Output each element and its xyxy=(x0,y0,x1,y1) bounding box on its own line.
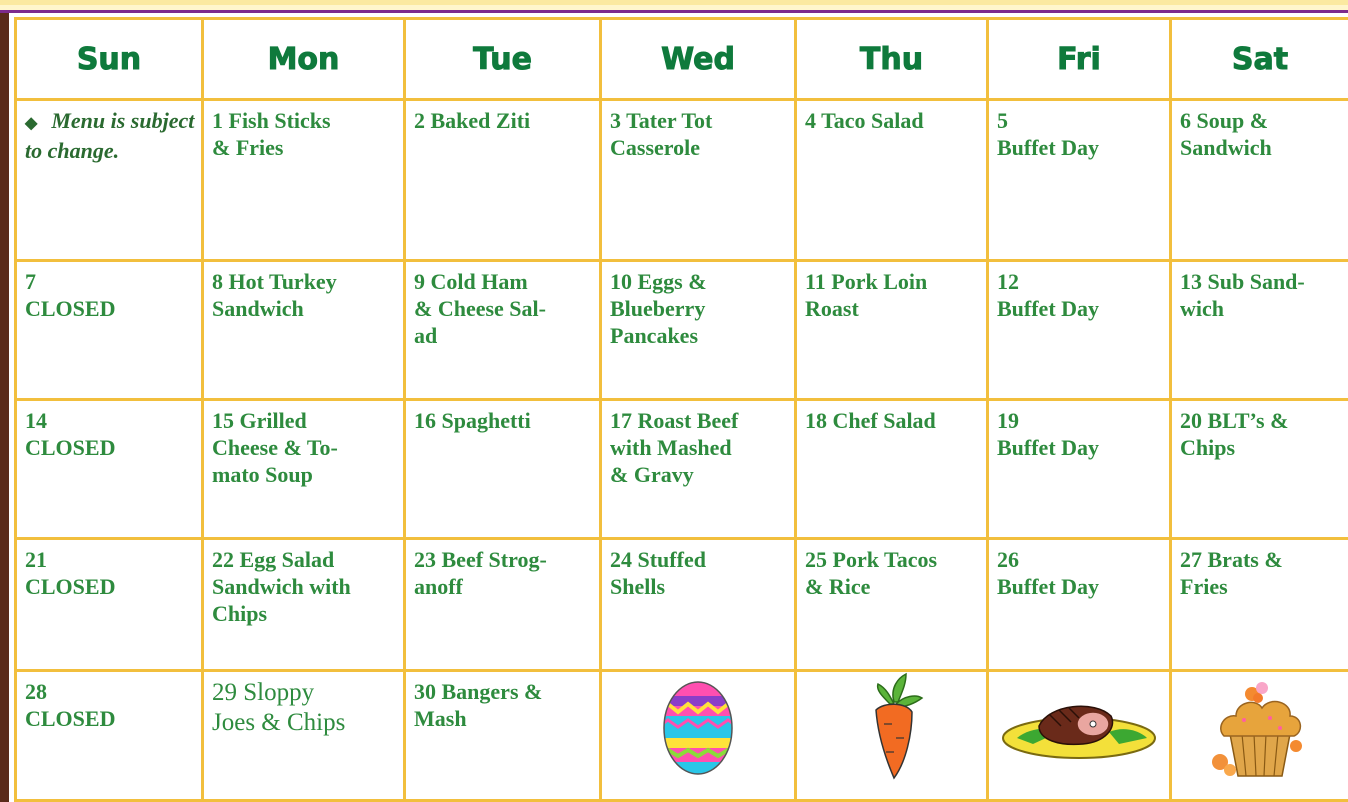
day-header-mon: Mon xyxy=(203,19,405,100)
day-cell xyxy=(601,100,796,261)
day-cell xyxy=(405,671,601,801)
day-menu-text: 11 Pork Loin Roast xyxy=(805,269,928,322)
day-cell xyxy=(988,100,1171,261)
day-cell xyxy=(988,261,1171,400)
easter-egg-icon xyxy=(602,672,794,780)
day-menu-text: 25 Pork Tacos & Rice xyxy=(805,547,938,600)
carrot-icon xyxy=(797,672,986,780)
day-cell xyxy=(203,671,405,801)
day-header-thu: Thu xyxy=(796,19,988,100)
day-menu-text: 10 Eggs & Blueberry Pancakes xyxy=(610,269,707,349)
day-cell xyxy=(796,539,988,671)
day-cell xyxy=(405,400,601,539)
ham-platter-icon xyxy=(989,672,1169,780)
day-menu-text: 28 CLOSED xyxy=(25,679,116,732)
day-cell xyxy=(16,100,203,261)
day-cell xyxy=(988,671,1171,801)
day-cell xyxy=(601,671,796,801)
day-header-wed: Wed xyxy=(601,19,796,100)
week-row-4 xyxy=(16,539,1348,671)
menu-note-text: Menu is subject to change. xyxy=(25,108,195,163)
day-cell xyxy=(1171,539,1348,671)
diamond-bullet-icon: ◆ xyxy=(25,115,38,132)
day-header-tue: Tue xyxy=(405,19,601,100)
day-menu-text: 14 CLOSED xyxy=(25,408,116,461)
week-row-3 xyxy=(16,400,1348,539)
day-menu-text: 6 Soup & Sandwich xyxy=(1180,108,1272,160)
left-frame-border xyxy=(0,0,9,802)
day-menu-text: 4 Taco Salad xyxy=(805,108,924,133)
day-cell xyxy=(796,400,988,539)
day-menu-text: 26 Buffet Day xyxy=(997,547,1100,600)
day-cell xyxy=(16,539,203,671)
day-cell xyxy=(1171,100,1348,261)
day-cell xyxy=(405,261,601,400)
day-menu-text: 21 CLOSED xyxy=(25,547,116,600)
day-cell xyxy=(601,261,796,400)
day-menu-text: 1 Fish Sticks & Fries xyxy=(212,108,331,160)
day-menu-text: 19 Buffet Day xyxy=(997,408,1100,461)
day-menu-text: 7 CLOSED xyxy=(25,269,116,322)
day-menu-text: 16 Spaghetti xyxy=(414,408,531,434)
day-menu-text: 13 Sub Sand- wich xyxy=(1180,269,1305,322)
day-menu-text: 27 Brats & Fries xyxy=(1180,547,1283,600)
day-cell xyxy=(203,400,405,539)
day-cell xyxy=(16,261,203,400)
day-cell xyxy=(203,261,405,400)
day-menu-text: 17 Roast Beef with Mashed & Gravy xyxy=(610,408,739,488)
day-cell xyxy=(796,100,988,261)
day-cell xyxy=(405,100,601,261)
day-menu-text: 9 Cold Ham & Cheese Sal- ad xyxy=(414,269,546,349)
day-cell xyxy=(16,400,203,539)
menu-note xyxy=(17,101,201,168)
day-cell xyxy=(1171,400,1348,539)
day-menu-text: 22 Egg Salad Sandwich with Chips xyxy=(212,547,351,627)
day-header-sat: Sat xyxy=(1171,19,1348,100)
day-menu-text: 8 Hot Turkey Sandwich xyxy=(212,269,337,322)
day-cell xyxy=(601,539,796,671)
day-cell xyxy=(988,400,1171,539)
top-frame-border xyxy=(0,0,1348,13)
day-menu-text: 24 Stuffed Shells xyxy=(610,547,706,600)
day-menu-text: 18 Chef Salad xyxy=(805,408,936,434)
day-menu-text: 3 Tater Tot Casserole xyxy=(610,108,713,160)
day-header-row xyxy=(16,19,1348,100)
day-header-fri: Fri xyxy=(988,19,1171,100)
day-menu-text: 5 Buffet Day xyxy=(997,108,1100,160)
day-cell xyxy=(796,671,988,801)
day-cell xyxy=(1171,671,1348,801)
day-cell xyxy=(796,261,988,400)
day-cell xyxy=(1171,261,1348,400)
day-cell xyxy=(405,539,601,671)
day-cell xyxy=(16,671,203,801)
day-menu-text: 29 Sloppy Joes & Chips xyxy=(212,679,346,737)
day-menu-text: 15 Grilled Cheese & To- mato Soup xyxy=(212,408,338,488)
day-header-sun: Sun xyxy=(16,19,203,100)
menu-calendar xyxy=(14,17,1348,802)
day-menu-text: 12 Buffet Day xyxy=(997,269,1100,322)
day-cell xyxy=(601,400,796,539)
day-cell xyxy=(203,100,405,261)
day-menu-text: 2 Baked Ziti xyxy=(414,108,531,133)
week-row-5 xyxy=(16,671,1348,801)
day-menu-text: 20 BLT’s & Chips xyxy=(1180,408,1289,461)
day-cell xyxy=(203,539,405,671)
day-cell xyxy=(988,539,1171,671)
day-menu-text: 30 Bangers & Mash xyxy=(414,679,543,732)
day-menu-text: 23 Beef Strog- anoff xyxy=(414,547,547,600)
week-row-1 xyxy=(16,100,1348,261)
cupcake-icon xyxy=(1172,672,1348,780)
week-row-2 xyxy=(16,261,1348,400)
